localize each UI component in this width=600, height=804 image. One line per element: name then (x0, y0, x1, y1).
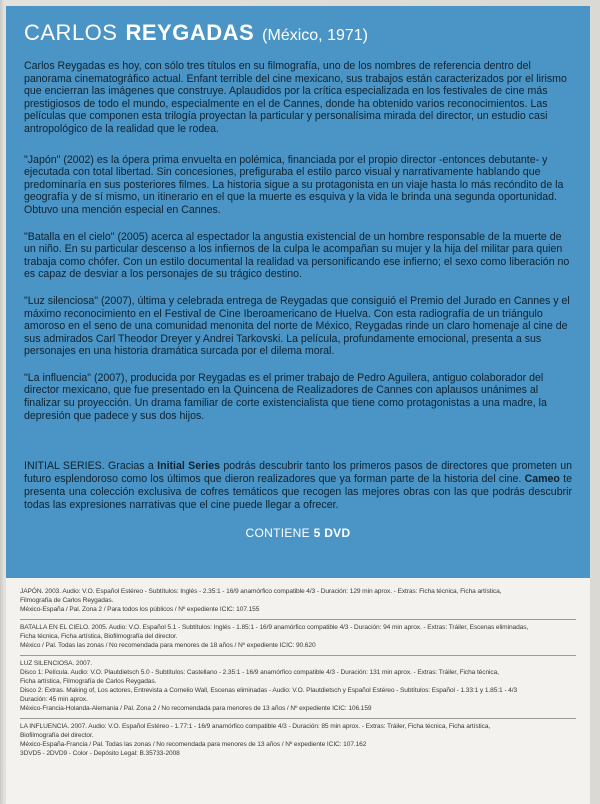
spec-line: México-España / Pal. Zona 2 / Para todos los públicos / Nº expediente ICIC: 107.155 (20, 606, 260, 613)
film-paragraph-luz: "Luz silenciosa" (2007), última y celebrada entrega de Reygadas que consiguió el Premio del Jurado en Cannes y el máximo reconocimiento en el Festival de Cine Iberoamericano de Huelva. Con esta radiografía de un triángulo amoroso en el seno de una comunidad menonita del norte de México, Reygadas rinde un claro homenaje al cine de sus admirados Carl Theodor Dreyer y Andrei Tarkovski. La película, profundamente emocional, presenta a sus personajes en una historia dramática surcada por el dilema moral. (24, 294, 570, 358)
contents-label: CONTIENE (245, 526, 314, 541)
synopsis-panel (6, 6, 590, 578)
series-lead: INITIAL SERIES. (24, 460, 105, 473)
disc-spec-japon (20, 584, 576, 620)
spec-line: Disco 1: Película. Audio: V.O. Plautdietsch 5.0 - Subtítulos: Castellano - 2.35:1 - 16/9 anamórfico compatible 4/3 - Duración: 131 min aprox. - Extras: Tráiler, Ficha técnica, (20, 669, 499, 676)
director-last-name: REYGADAS (125, 20, 255, 45)
spec-line: Duración: 45 min aprox. (20, 696, 88, 703)
film-paragraph-batalla: "Batalla en el cielo" (2005) acerca al espectador la angustia existencial de un hombre responsable de la muerte de un niño. En su particular descenso a los infiernos de la culpa le acompañan su mujer y la hija del militar para quien trabaja como chófer. Con un estilo documental la realidad va personificando ese infierno; el sexo como liberación no es capaz de desviar a los personajes de su trágico destino. (24, 230, 570, 281)
spec-line: 3DVD5 - 2DVD9 - Color - Depósito Legal: B.35733-2008 (20, 750, 180, 757)
film-paragraph-japon: "Japón" (2002) es la ópera prima envuelta en polémica, financiada por el propio director -entonces debutante- y ejecutada con total libertad. Sin concesiones, prefiguraba el estilo parco visual y narrativamente hablando que predominaría en sus posteriores filmes. La historia sigue a su protagonista en un viaje hasta lo más recóndito de la geografía y de sí mismo, un itinerario en el que la muerte es esquiva y la vida le brinda una segunda oportunidad. Obtuvo una mención especial en Cannes. (24, 153, 564, 216)
page-title (24, 20, 572, 46)
contents-count (24, 526, 572, 540)
spec-line: México / Pal. Todas las zonas / No recomendada para menores de 18 años / Nº expediente ICIC: 90.620 (20, 642, 316, 649)
spec-line: BATALLA EN EL CIELO. 2005. Audio: V.O. Español 5.1 - Subtítulos: Inglés - 1.85:1 - 16/9 anamórfico compatible 4/3 - Duración: 94 min aprox. - Extras: Tráiler, Escenas eliminadas, (20, 624, 529, 631)
disc-spec-influencia (20, 719, 576, 763)
series-brand-initial: Initial Series (157, 460, 220, 473)
contents-dvd-count: 5 DVD (313, 526, 351, 541)
spec-line: Ficha artística, Filmografía de Carlos Reygadas. (20, 678, 157, 685)
series-brand-cameo: Cameo (524, 473, 560, 486)
disc-spec-batalla (20, 620, 576, 656)
intro-paragraph: Carlos Reygadas es hoy, con sólo tres títulos en su filmografía, uno de los nombres de referencia dentro del panorama cinematográfico actual. Enfant terrible del cine mexicano, sus trabajos están caracterizados por el lirismo que encierran las imágenes que construye. Aplaudidos por la crítica especializada en los festivales de cine más prestigiosos de todo el mundo, especialmente en el de Cannes, donde ha obtenido varios reconocimientos. Las películas que componen esta trilogía proyectan la particular y personalísima mirada del director, un estudio casi antropológico de la realidad que le rodea. (24, 60, 567, 135)
spec-line: México-España-Francia / Pal. Todas las zonas / No recomendada para menores de 13 años / Nº expediente ICIC: 107.162 (20, 741, 367, 748)
technical-specs-panel (6, 578, 590, 804)
initial-series-paragraph (24, 460, 572, 512)
series-text-3: te presenta una colección exclusiva de cofres temáticos que recogen las mejores obras con las que podrás descubrir todas las expresiones narrativas que el cine puede llegar a ofrecer. (24, 473, 572, 512)
director-origin-year: (México, 1971) (262, 27, 368, 44)
spec-line: Biofilmografía del director. (20, 732, 94, 739)
spec-line: JAPÓN. 2003. Audio: V.O. Español Estéreo - Subtítulos: Inglés - 2.35:1 - 16/9 anamórfico compatible 4/3 - Duración: 129 min aprox. - Extras: Ficha técnica, Ficha artística, (20, 588, 502, 595)
film-paragraph-influencia: "La influencia" (2007), producida por Reygadas es el primer trabajo de Pedro Aguilera, antiguo colaborador del director mexicano, que fue presentado en la Quincena de Realizadores de Cannes con aplausos unánimes al finalizar su proyección. Un drama familiar de corte existencialista que tiene como protagonistas a una madre, la depresión que padece y sus dos hijos. (24, 371, 547, 422)
spec-line: Disco 2: Extras. Making of, Los actores, Entrevista a Cornelio Wall, Escenas eliminadas - Audio: V.O. Plautdietsch y Español Estéreo - Subtítulos: Español - 1.33:1 y 1.85:1 - 4/3 (20, 687, 518, 694)
spec-line: México-Francia-Holanda-Alemania / Pal. Zona 2 / No recomendada para menores de 13 años / Nº expediente ICIC: 106.159 (20, 705, 372, 712)
disc-spec-luz (20, 656, 576, 719)
series-text-2: podrás descubrir tanto los primeros pasos de directores que prometen un futuro esplendoroso como los últimos que dieron realizadores que ya forman parte de la historia del cine. (24, 460, 572, 486)
spec-line: Ficha técnica, Ficha artística, Biofilmografía del director. (20, 633, 178, 640)
series-text-1: Gracias a (104, 460, 158, 473)
spec-line: Filmografía de Carlos Reygadas. (20, 597, 114, 604)
spec-line: LA INFLUENCIA. 2007. Audio: V.O. Español Estéreo - 1.77:1 - 16/9 anamórfico compatible 4/3 - Duración: 85 min aprox. - Extras: Tráiler, Ficha técnica, Ficha artística, (20, 723, 491, 730)
director-first-name: CARLOS (24, 20, 118, 45)
spec-line: LUZ SILENCIOSA. 2007. (20, 660, 92, 667)
